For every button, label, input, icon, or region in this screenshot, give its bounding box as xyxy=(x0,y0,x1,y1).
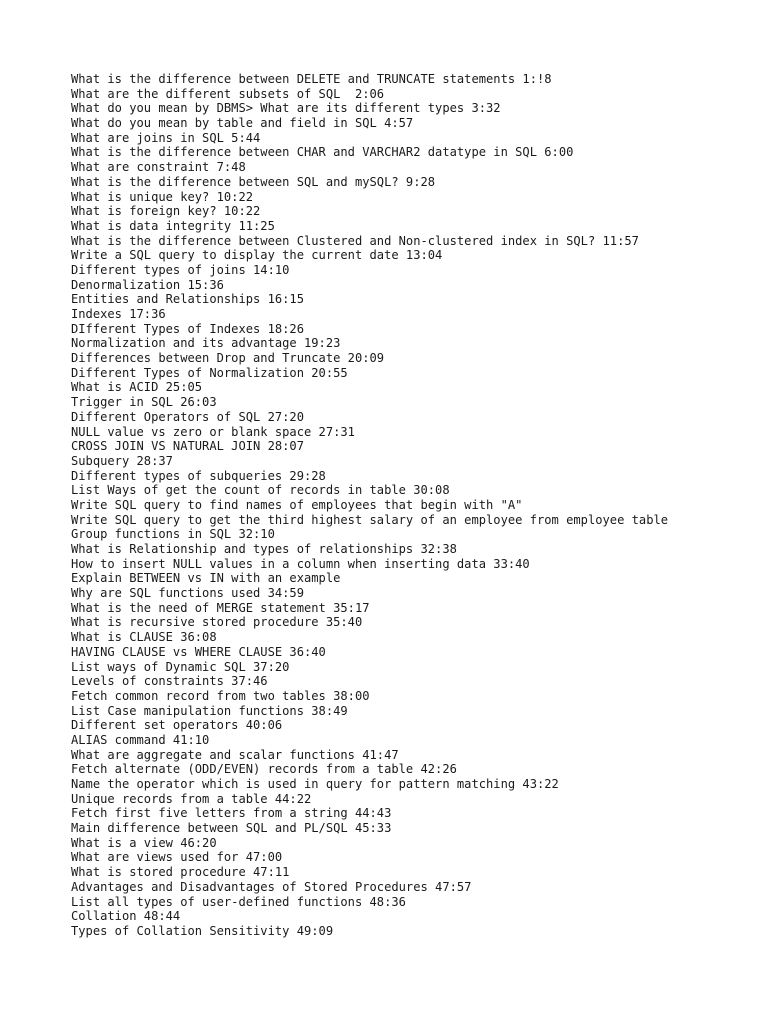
question-line: What are the different subsets of SQL 2:06 xyxy=(71,86,385,101)
question-line: Why are SQL functions used 34:59 xyxy=(71,586,304,601)
question-line: CROSS JOIN VS NATURAL JOIN 28:07 xyxy=(71,439,304,454)
question-line: NULL value vs zero or blank space 27:31 xyxy=(71,424,355,439)
question-line: DIfferent Types of Indexes 18:26 xyxy=(71,321,304,336)
question-line: Subquery 28:37 xyxy=(71,453,173,468)
question-line: What is the need of MERGE statement 35:17 xyxy=(71,600,370,615)
question-line: What is the difference between Clustered and Non-clustered index in SQL? 11:57 xyxy=(71,233,639,248)
question-line: Different types of joins 14:10 xyxy=(71,262,290,277)
question-line: Write SQL query to get the third highest salary of an employee from employee table xyxy=(71,512,669,527)
question-line: What is a view 46:20 xyxy=(71,835,217,850)
question-line: Different Operators of SQL 27:20 xyxy=(71,409,304,424)
question-line: Different set operators 40:06 xyxy=(71,718,283,733)
question-line: Fetch common record from two tables 38:00 xyxy=(71,688,370,703)
question-line: What is the difference between CHAR and VARCHAR2 datatype in SQL 6:00 xyxy=(71,145,574,160)
question-line: What do you mean by DBMS> What are its different types 3:32 xyxy=(71,101,501,116)
question-line: Group functions in SQL 32:10 xyxy=(71,527,275,542)
question-line: Different Types of Normalization 20:55 xyxy=(71,365,348,380)
question-line: What is recursive stored procedure 35:40 xyxy=(71,615,363,630)
question-list xyxy=(71,72,761,939)
question-line: Denormalization 15:36 xyxy=(71,277,224,292)
question-line: List ways of Dynamic SQL 37:20 xyxy=(71,659,290,674)
question-line: Write a SQL query to display the current date 13:04 xyxy=(71,248,443,263)
question-line: What do you mean by table and field in SQL 4:57 xyxy=(71,116,414,131)
question-line: Write SQL query to find names of employees that begin with "A" xyxy=(71,497,523,512)
question-line: What is stored procedure 47:11 xyxy=(71,865,290,880)
question-line: What is unique key? 10:22 xyxy=(71,189,254,204)
question-line: Trigger in SQL 26:03 xyxy=(71,395,217,410)
question-line: Explain BETWEEN vs IN with an example xyxy=(71,571,341,586)
question-line: ALIAS command 41:10 xyxy=(71,732,210,747)
question-line: List Case manipulation functions 38:49 xyxy=(71,703,348,718)
question-line: List Ways of get the count of records in table 30:08 xyxy=(71,483,450,498)
question-line: Collation 48:44 xyxy=(71,909,181,924)
question-line: What are aggregate and scalar functions 41:47 xyxy=(71,747,399,762)
question-line: Types of Collation Sensitivity 49:09 xyxy=(71,923,334,938)
question-line: What is data integrity 11:25 xyxy=(71,218,275,233)
question-line: Entities and Relationships 16:15 xyxy=(71,292,304,307)
question-line: Unique records from a table 44:22 xyxy=(71,791,312,806)
question-line: What are views used for 47:00 xyxy=(71,850,283,865)
question-line: Name the operator which is used in query for pattern matching 43:22 xyxy=(71,777,559,791)
question-line: Indexes 17:36 xyxy=(71,307,166,321)
question-line: List all types of user-defined functions 48:36 xyxy=(71,894,406,909)
question-line: Different types of subqueries 29:28 xyxy=(71,468,326,483)
question-line: Fetch first five letters from a string 44:43 xyxy=(71,806,392,821)
question-line: HAVING CLAUSE vs WHERE CLAUSE 36:40 xyxy=(71,644,326,659)
question-line: What is the difference between DELETE and TRUNCATE statements 1:!8 xyxy=(71,72,552,86)
question-line: Differences between Drop and Truncate 20:09 xyxy=(71,351,385,366)
question-line: Normalization and its advantage 19:23 xyxy=(71,336,341,351)
question-line: What is ACID 25:05 xyxy=(71,380,203,395)
question-line: How to insert NULL values in a column when inserting data 33:40 xyxy=(71,556,530,571)
question-line: Levels of constraints 37:46 xyxy=(71,674,268,689)
question-line: What is foreign key? 10:22 xyxy=(71,204,261,219)
question-line: Main difference between SQL and PL/SQL 45:33 xyxy=(71,821,392,836)
question-line: What is CLAUSE 36:08 xyxy=(71,630,217,645)
question-line: Advantages and Disadvantages of Stored Procedures 47:57 xyxy=(71,879,472,894)
question-line: What are constraint 7:48 xyxy=(71,160,246,175)
question-line: What are joins in SQL 5:44 xyxy=(71,130,261,145)
question-line: What is the difference between SQL and mySQL? 9:28 xyxy=(71,174,436,189)
question-line: Fetch alternate (ODD/EVEN) records from a table 42:26 xyxy=(71,762,457,777)
question-line: What is Relationship and types of relationships 32:38 xyxy=(71,542,457,556)
